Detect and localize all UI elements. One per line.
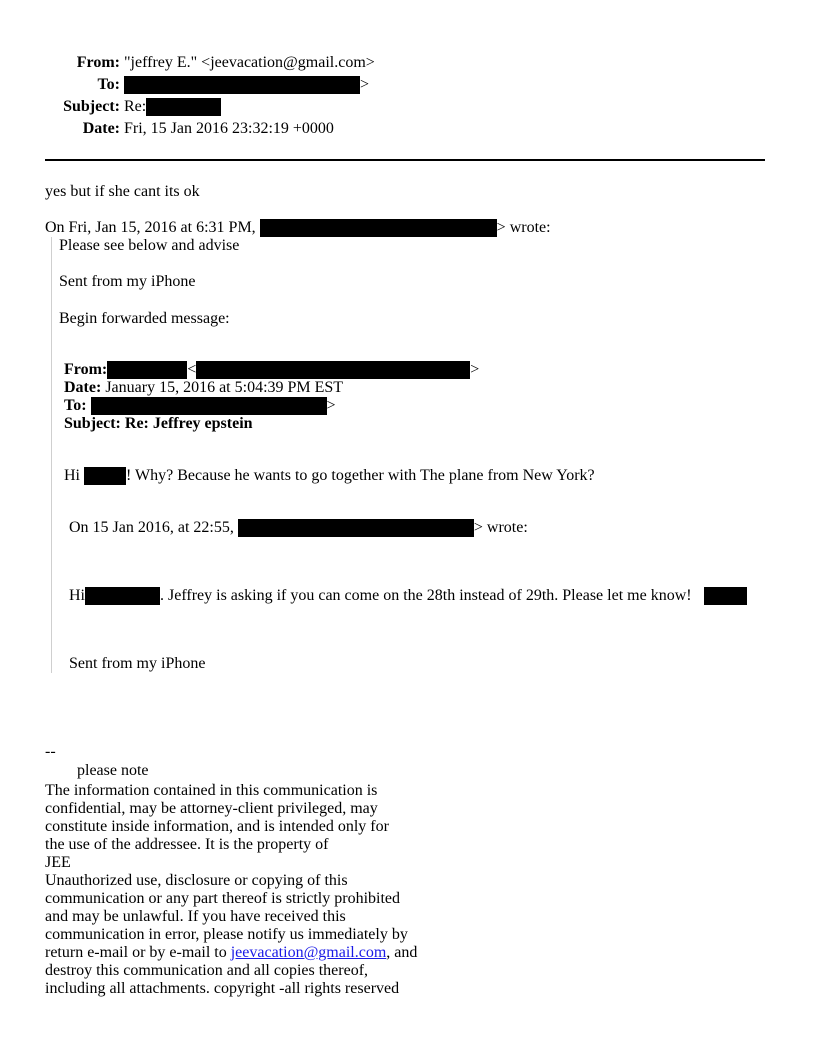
fw-hi2-prefix: Hi	[69, 587, 85, 604]
subject-value	[124, 98, 221, 116]
return-prefix: return e-mail or by e-mail to	[45, 944, 231, 961]
fw-hi2-line	[69, 587, 747, 605]
redaction-block	[84, 467, 126, 485]
to-label: To:	[97, 76, 120, 93]
fw-subject: Subject: Re: Jeffrey epstein	[64, 415, 253, 432]
fw-to-label: To:	[64, 397, 87, 414]
fw-to	[64, 397, 336, 415]
header-divider	[45, 159, 765, 161]
fw-sent-line: Sent from my iPhone	[69, 655, 206, 672]
redaction-block	[146, 98, 221, 116]
disclaimer-line-email	[45, 944, 445, 962]
fw-date-label: Date:	[64, 379, 102, 396]
disclaimer-line: constitute inside information, and is intended only for	[45, 818, 389, 835]
fw-hi2-suffix: . Jeffrey is asking if you can come on the 28th instead of 29th. Please let me know!	[160, 587, 692, 604]
fw-date	[64, 379, 343, 397]
fw-on-prefix: On 15 Jan 2016, at 22:55,	[69, 519, 234, 536]
reply-text: yes but if she cant its ok	[45, 183, 200, 200]
forwarded-line: Begin forwarded message:	[59, 310, 230, 327]
to-suffix: >	[360, 76, 370, 93]
fw-hi-prefix: Hi	[64, 467, 80, 484]
to-value	[124, 76, 369, 94]
fw-on-suffix: > wrote:	[473, 519, 528, 536]
disclaimer-line: JEE	[45, 854, 71, 871]
redaction-block	[196, 361, 470, 379]
fw-hi-suffix: ! Why? Because he wants to go together with The plane from New York?	[126, 467, 595, 484]
fw-from-label: From:	[64, 361, 108, 378]
signature-dashes: --	[45, 743, 56, 760]
disclaimer-line: communication in error, please notify us immediately by	[45, 926, 408, 943]
date-label: Date:	[82, 120, 120, 137]
date-value: Fri, 15 Jan 2016 23:32:19 +0000	[124, 120, 334, 137]
fw-from	[64, 361, 479, 379]
email-link[interactable]: jeevacation@gmail.com	[230, 944, 387, 961]
fw-to-suffix: >	[326, 397, 336, 414]
disclaimer-line: Unauthorized use, disclosure or copying of this	[45, 872, 348, 889]
disclaimer-line: and may be unlawful. If you have received this	[45, 908, 346, 925]
subject-label: Subject:	[63, 98, 120, 115]
disclaimer-line: including all attachments. copyright -all rights reserved	[45, 980, 400, 997]
sent-from-line: Sent from my iPhone	[59, 273, 196, 290]
fw-lt: <	[187, 361, 197, 378]
quote-bar	[51, 237, 52, 673]
subject-text: Re:	[124, 98, 147, 115]
redaction-block	[260, 219, 497, 237]
disclaimer-line: communication or any part thereof is strictly prohibited	[45, 890, 401, 907]
redaction-block	[91, 397, 327, 415]
quote-intro	[45, 219, 551, 237]
disclaimer	[45, 782, 445, 998]
disclaimer-line: the use of the addressee. It is the property of	[45, 836, 329, 853]
disclaimer-line: The information contained in this communication is	[45, 782, 378, 799]
fw-date-value: January 15, 2016 at 5:04:39 PM EST	[105, 379, 344, 396]
from-value: "jeffrey E." <jeevacation@gmail.com>	[124, 54, 375, 71]
signature-note: please note	[77, 762, 149, 779]
redaction-block	[85, 587, 160, 605]
fw-gt: >	[470, 361, 480, 378]
from-label: From:	[76, 54, 120, 71]
fw-on-line	[69, 519, 528, 537]
redaction-block	[107, 361, 187, 379]
disclaimer-line: destroy this communication and all copies thereof,	[45, 962, 369, 979]
quote-intro-suffix: > wrote:	[496, 219, 551, 236]
redaction-block	[124, 76, 360, 94]
redaction-block	[704, 587, 747, 605]
fw-hi-line	[64, 467, 595, 485]
disclaimer-line: confidential, may be attorney-client privileged, may	[45, 800, 378, 817]
return-suffix: , and	[386, 944, 418, 961]
redaction-block	[238, 519, 474, 537]
advise-line: Please see below and advise	[59, 237, 240, 254]
quote-intro-prefix: On Fri, Jan 15, 2016 at 6:31 PM,	[45, 219, 256, 236]
